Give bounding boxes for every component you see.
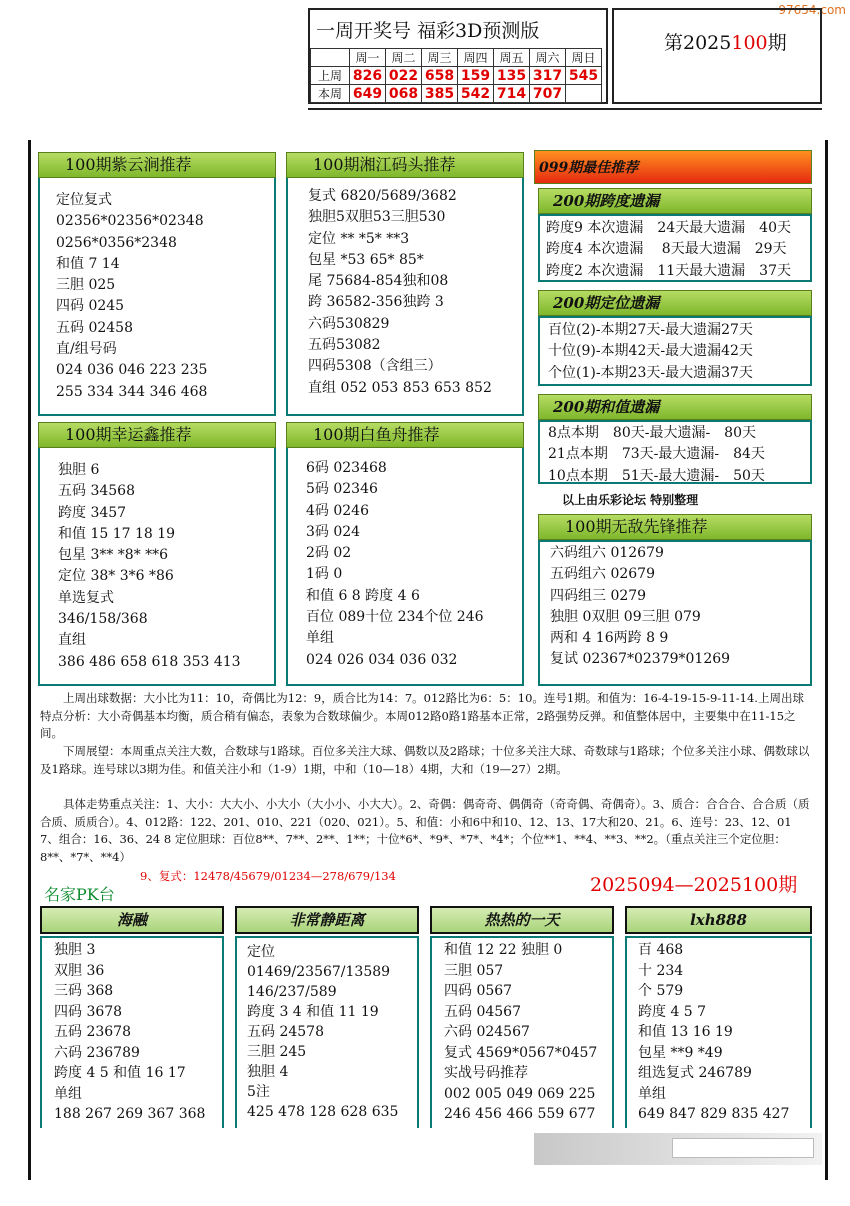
span-omit-lines: 跨度9 本次遗漏 24天最大遗漏 40天 跨度4 本次遗漏 8天最大遗漏 29天 跨度2 本次遗漏 11天最大遗漏 37天 — [546, 220, 791, 279]
draw-number: 542 — [458, 85, 494, 103]
footer-box — [672, 1138, 814, 1158]
day-header: 周日 — [566, 49, 602, 67]
draw-number: 317 — [530, 67, 566, 85]
wudi-title: 100期无敌先锋推荐 — [538, 514, 812, 540]
analysis-next-week: 下周展望：本周重点关注大数，合数球与1路球。百位多关注大球、偶数以及2路球；十位多关注大球、奇数球与1路球；个位多关注小球、偶数球以及1路球。连号球以3期为佳。和值关注小和（1-9）1期，中和（10—18）4期，大和（19—27）2期。 — [40, 744, 810, 776]
pk-lines-hairong: 独胆 3 双胆 36 三码 368 四码 3678 五码 23678 六码 236789 跨度 4 5 和值 16 17 单组 188 267 269 367 368 — [54, 942, 206, 1122]
pos-omit-title: 200期定位遗漏 — [538, 290, 812, 316]
wudi-lines: 六码组六 012679 五码组六 02679 四码组三 0279 独胆 0双胆 09三胆 079 两和 4 16两跨 8 9 复试 02367*02379*01269 — [550, 545, 731, 668]
sum-omit-lines: 8点本期 80天-最大遗漏- 80天 21点本期 73天-最大遗漏- 84天 10点本期 51天-最大遗漏- 50天 — [548, 425, 765, 484]
baiyu-title: 100期白鱼舟推荐 — [286, 422, 524, 448]
draw-number: 159 — [458, 67, 494, 85]
draw-number: 385 — [422, 85, 458, 103]
this-week-label: 本周 — [311, 85, 350, 103]
issue-number: 第2025100期 — [664, 32, 787, 54]
page-title: 一周开奖号 福彩3D预测版 — [316, 20, 540, 42]
draw-number: 022 — [386, 67, 422, 85]
xingyun-title: 100期幸运鑫推荐 — [38, 422, 276, 448]
draw-number: 068 — [386, 85, 422, 103]
best-title: 099期最佳推荐 — [534, 150, 812, 184]
ziyun-lines: 定位复式 02356*02356*02348 0256*0356*2348 和值 7 14 三胆 025 四码 0245 五码 02458 直/组号码 024 036 046 223 235 255 334 344 346 468 — [56, 192, 208, 400]
day-header: 周一 — [350, 49, 386, 67]
xiangjiang-lines: 复式 6820/5689/3682 独胆5双胆53三胆530 定位 ** *5* **3 包星 *53 65* 85* 尾 75684-854独和08 跨 36582-356独跨 3 六码530829 五码53082 四码5308（含组三） 直组 052 053 853 653 852 — [308, 188, 492, 396]
draw-number — [566, 85, 602, 103]
sum-omit-title: 200期和值遗漏 — [538, 394, 812, 420]
day-header: 周六 — [530, 49, 566, 67]
pk-label: 名家PK台 — [44, 885, 115, 904]
draw-number: 707 — [530, 85, 566, 103]
last-week-label: 上周 — [311, 67, 350, 85]
credit-note: 以上由乐彩论坛 特别整理 — [562, 493, 699, 507]
span-omit-title: 200期跨度遗漏 — [538, 188, 812, 214]
pk-title-jingjuli: 非常静距离 — [235, 906, 419, 934]
analysis-combo: 9、复式：12478/45679/01234—278/679/134 — [140, 869, 396, 883]
pos-omit-lines: 百位(2)-本期27天-最大遗漏27天 十位(9)-本期42天-最大遗漏42天 个位(1)-本期23天-最大遗漏37天 — [548, 322, 753, 381]
pk-title-hairong: 海融 — [40, 906, 224, 934]
ziyun-title: 100期紫云涧推荐 — [38, 152, 276, 178]
day-header: 周三 — [422, 49, 458, 67]
pk-lines-jingjuli: 定位 01469/23567/13589 146/237/589 跨度 3 4 和值 11 19 五码 24578 三胆 245 独胆 4 5注 425 478 128 628 635 — [247, 944, 399, 1120]
draw-number: 649 — [350, 85, 386, 103]
site-watermark: 97654.com — [778, 3, 846, 17]
draw-number: 135 — [494, 67, 530, 85]
draw-number: 545 — [566, 67, 602, 85]
pk-lines-lxh888: 百 468 十 234 个 579 跨度 4 5 7 和值 13 16 19 包星 **9 *49 组选复式 246789 单组 649 847 829 835 427 — [638, 942, 790, 1122]
day-header: 周五 — [494, 49, 530, 67]
pk-range: 2025094—2025100期 — [590, 874, 798, 896]
header-divider — [308, 108, 822, 110]
pk-title-lxh888: lxh888 — [625, 906, 812, 934]
xiangjiang-title: 100期湘江码头推荐 — [286, 152, 524, 178]
day-header: 周四 — [458, 49, 494, 67]
analysis-trend: 具体走势重点关注：1、大小：大大小、小大小（大小小、小大大）。2、奇偶：偶奇奇、偶偶奇（奇奇偶、奇偶奇）。3、质合：合合合、合合质（质合质、质质合）。4、012路：122、201、010、221（020、021）。5、和值：小和6中和10、12、13、17大和20、21。6、连号：23、12、01 7、组合：16、36、24 8 定位胆球：百位8**、7**、2**、1**；十位*6*、*9*、*7*、*4*；个位**1、**4、**3、**2。（重点关注三个定位胆：8**、*7*、**4） — [40, 797, 810, 864]
pk-lines-rere: 和值 12 22 独胆 0 三胆 057 四码 0567 五码 04567 六码 024567 复式 4569*0567*0457 实战号码推荐 002 005 049 069 225 246 456 466 559 677 — [444, 942, 598, 1122]
draw-number: 658 — [422, 67, 458, 85]
analysis-last-week: 上周出球数据：大小比为11：10，奇偶比为12：9，质合比为14：7。012路比为6：5：10。连号1期。和值为：16-4-19-15-9-11-14.上周出球特点分析：大小奇偶基本均衡，质合稍有偏态，表象为合数球偏少。本周012路0路1路基本正常，2路强势反弹。和值整体居中，主要集中在11-15之间。 — [40, 691, 804, 740]
baiyu-lines: 6码 023468 5码 02346 4码 0246 3码 024 2码 02 1码 0 和值 6 8 跨度 4 6 百位 089十位 234个位 246 单组 024 026 034 036 032 — [306, 460, 484, 668]
draw-number: 714 — [494, 85, 530, 103]
draw-number: 826 — [350, 67, 386, 85]
issue-box — [612, 8, 822, 104]
day-header: 周二 — [386, 49, 422, 67]
weekly-draw-box — [308, 8, 608, 104]
weekly-draw-table — [310, 48, 602, 103]
pk-title-rere: 热热的一天 — [430, 906, 614, 934]
xingyun-lines: 独胆 6 五码 34568 跨度 3457 和值 15 17 18 19 包星 3** *8* **6 定位 38* 3*6 *86 单选复式 346/158/368 直组 386 486 658 618 353 413 — [58, 462, 241, 670]
